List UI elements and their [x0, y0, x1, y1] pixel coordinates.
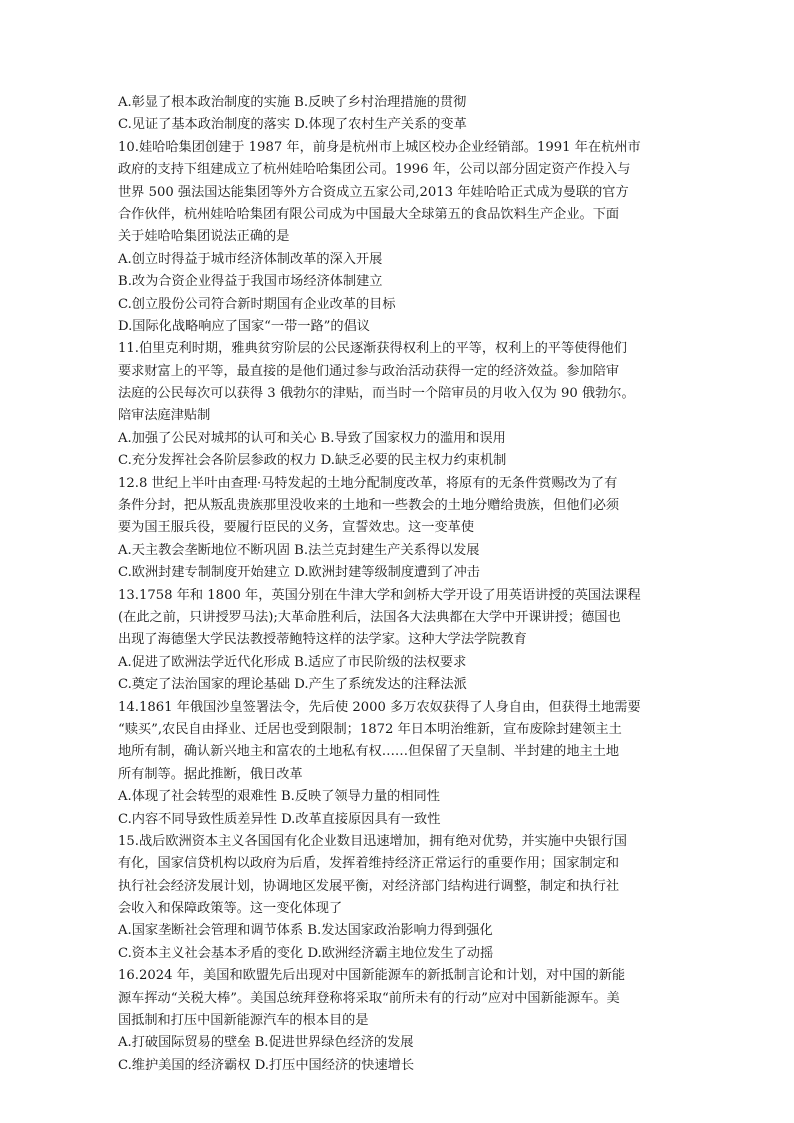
q14-options-cd: C.内容不同导致性质差异性 D.改革直接原因具有一致性 — [118, 811, 441, 827]
q13-stem-line-3: 出现了海德堡大学民法教授蒂鲍特这样的法学家。这种大学法学院教育 — [118, 632, 527, 648]
q10-stem-line-5: 关于娃哈哈集团说法正确的是 — [118, 229, 290, 245]
q14-stem-line-2: “赎买”,农民自由择业、迁居也受到限制；1872 年日本明治维新，宣布废除封建领主土 — [118, 721, 622, 737]
q11-stem-line-1: 11.伯里克利时期，雅典贫穷阶层的公民逐渐获得权利上的平等，权利上的平等使得他们 — [118, 341, 627, 357]
q10-stem-line-3: 世界 500 强法国达能集团等外方合资成立五家公司,2013 年娃哈哈正式成为曼联的官方 — [118, 184, 629, 200]
q11-options-ab: A.加强了公民对城邦的认可和关心 B.导致了国家权力的滥用和误用 — [118, 430, 506, 446]
q10-stem-line-2: 政府的支持下组建成立了杭州娃哈哈集团公司。1996 年，公司以部分固定资产作投入与 — [118, 162, 631, 178]
q9-options-ab: A.彰显了根本政治制度的实施 B.反映了乡村治理措施的贯彻 — [118, 95, 467, 110]
q12-stem-line-2: 条件分封，把从叛乱贵族那里没收来的土地和一些教会的土地分赠给贵族，但他们必须 — [118, 498, 620, 514]
q10-option-a: A.创立时得益于城市经济体制改革的深入开展 — [118, 251, 383, 267]
q16-stem-line-2: 源车挥动“关税大棒”。美国总统拜登称将采取“前所未有的行动”应对中国新能源车。美 — [118, 990, 620, 1006]
q16-options-ab: A.打破国际贸易的壁垒 B.促进世界绿色经济的发展 — [118, 1035, 414, 1051]
q14-stem-line-3: 地所有制，确认新兴地主和富农的土地私有权……但保留了天皇制、半封建的地主土地 — [118, 744, 620, 760]
q14-stem-line-4: 所有制等。据此推断，俄日改革 — [118, 766, 303, 782]
q13-options-ab: A.促进了欧洲法学近代化形成 B.适应了市民阶级的法权要求 — [118, 654, 467, 670]
q13-stem-line-2: (在此之前，只讲授罗马法);大革命胜利后，法国各大法典都在大学中开课讲授；德国也 — [118, 609, 621, 625]
q12-options-cd: C.欧洲封建专制制度开始建立 D.欧洲封建等级制度遭到了冲击 — [118, 565, 480, 581]
q10-option-d: D.国际化战略响应了国家“一带一路”的倡议 — [118, 318, 370, 334]
q13-stem-line-1: 13.1758 年和 1800 年，英国分别在牛津大学和剑桥大学开设了用英语讲授的英国法课程 — [118, 587, 641, 603]
q13-options-cd: C.奠定了法治国家的理论基础 D.产生了系统发达的注释法派 — [118, 677, 467, 693]
q16-stem-line-3: 国抵制和打压中国新能源汽车的根本目的是 — [118, 1013, 369, 1029]
q16-stem-line-1: 16.2024 年，美国和欧盟先后出现对中国新能源车的新抵制言论和计划，对中国的新能 — [118, 968, 626, 984]
q15-stem-line-4: 会收入和保障政策等。这一变化体现了 — [118, 901, 343, 917]
q9-options-cd: C.见证了基本政治制度的落实 D.体现了农村生产关系的变革 — [118, 117, 467, 133]
q10-stem-line-1: 10.娃哈哈集团创建于 1987 年，前身是杭州市上城区校办企业经销部。1991 年在杭州市 — [118, 139, 641, 155]
q11-options-cd: C.充分发挥社会各阶层参政的权力 D.缺乏必要的民主权力约束机制 — [118, 453, 507, 469]
q10-option-c: C.创立股份公司符合新时期国有企业改革的目标 — [118, 296, 396, 312]
q12-stem-line-1: 12.8 世纪上半叶由查理·马特发起的土地分配制度改革，将原有的无条件赏赐改为了有 — [118, 475, 618, 491]
document-page — [118, 92, 680, 1077]
q14-stem-line-1: 14.1861 年俄国沙皇签署法令，先后使 2000 多万农奴获得了人身自由，但获得土地需要 — [118, 699, 641, 715]
q10-stem-line-4: 合作伙伴，杭州娃哈哈集团有限公司成为中国最大全球第五的食品饮料生产企业。下面 — [118, 206, 620, 222]
q12-stem-line-3: 要为国王服兵役，要履行臣民的义务，宣誓效忠。这一变革使 — [118, 520, 475, 536]
q14-options-ab: A.体现了社会转型的艰难性 B.反映了领导力量的相同性 — [118, 789, 440, 805]
q11-stem-line-3: 法庭的公民每次可以获得 3 俄勃尔的津贴，而当时一个陪审员的月收入仅为 90 俄勃尔。 — [118, 386, 635, 402]
q15-options-cd: C.资本主义社会基本矛盾的变化 D.欧洲经济霸主地位发生了动摇 — [118, 945, 494, 961]
q15-stem-line-3: 执行社会经济发展计划，协调地区发展平衡，对经济部门结构进行调整，制定和执行社 — [118, 878, 620, 894]
q15-stem-line-2: 有化，国家信贷机构以政府为后盾，发挥着维持经济正常运行的重要作用；国家制定和 — [118, 856, 620, 872]
q15-stem-line-1: 15.战后欧洲资本主义各国国有化企业数目迅速增加，拥有绝对优势，并实施中央银行国 — [118, 833, 627, 849]
q12-options-ab: A.天主教会垄断地位不断巩固 B.法兰克封建生产关系得以发展 — [118, 542, 480, 558]
q11-stem-line-2: 要求财富上的平等，最直接的是他们通过参与政治活动获得一定的经济效益。参加陪审 — [118, 363, 620, 379]
q11-stem-line-4: 陪审法庭津贴制 — [118, 408, 211, 424]
q16-options-cd: C.维护美国的经济霸权 D.打压中国经济的快速增长 — [118, 1057, 415, 1073]
q15-options-ab: A.国家垄断社会管理和调节体系 B.发达国家政治影响力得到强化 — [118, 923, 493, 939]
q10-option-b: B.改为合资企业得益于我国市场经济体制建立 — [118, 274, 383, 290]
